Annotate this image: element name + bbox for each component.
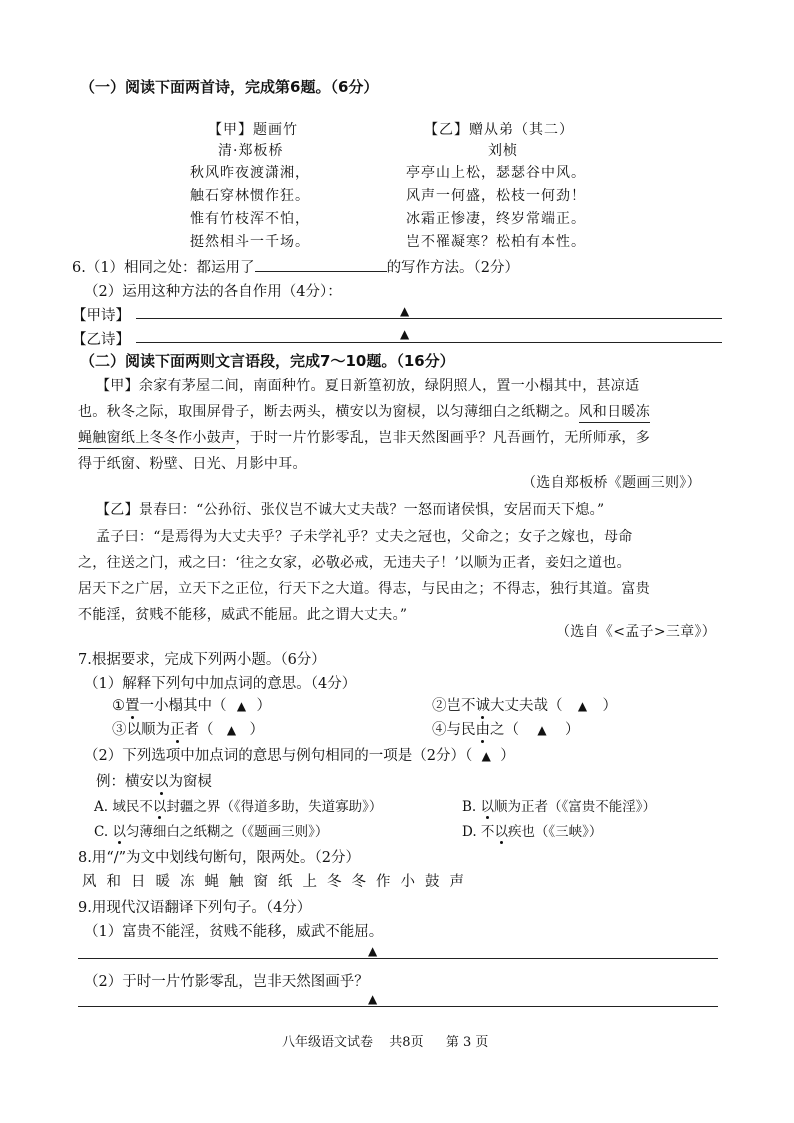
answer-marker: ▲ (577, 699, 588, 713)
option-text: D. 不 (462, 824, 495, 840)
item-text: ③以顺为 (112, 722, 170, 738)
q8-char: 冬 (327, 874, 342, 890)
q8-char: 风 (82, 874, 97, 890)
answer-marker: ▲ (537, 723, 547, 737)
dotted-word: 诚 (476, 694, 491, 715)
q6-part1-suffix: 的写作方法。（2分） (386, 260, 520, 276)
answer-marker: ▲ (236, 699, 247, 713)
passage-b-line: 孟子曰：“是焉得为大丈夫乎？子未学礼乎？丈夫之冠也，父命之；女子之嫁也，母命 (96, 529, 633, 545)
dotted-word: 由 (476, 718, 491, 739)
poem-b-title: 【乙】赠从弟（其二） (424, 122, 574, 138)
dotted-word: 以 (153, 795, 167, 815)
item-text: ） (602, 698, 617, 714)
passage-a-line (78, 428, 650, 449)
q7-sub1: （1）解释下列句中加点词的意思。（4分） (84, 676, 357, 692)
option-text: 疾也（《三峡》） (507, 824, 603, 840)
option-text: 封疆之界（《得道多助，失道寡助》） (166, 799, 383, 815)
poem-b-line: 岂不罹凝寒？松柏有本性。 (406, 234, 586, 250)
q9-title: 9.用现代汉语翻译下列句子。（4分） (78, 900, 312, 916)
q8-char: 日 (131, 874, 146, 890)
answer-marker: ▲ (481, 749, 491, 763)
poem-a-line: 惟有竹枝浑不怕， (190, 211, 310, 227)
q9-sentence-1: （1）富贵不能淫，贫贱不能移，威武不能屈。 (84, 924, 384, 940)
passage-b-line: 不能淫，贫贱不能移，威武不能屈。此之谓大丈夫。” (78, 607, 408, 623)
poem-b-line: 冰霜正惨凄，终岁常端正。 (406, 211, 586, 227)
q6-part2: （2）运用这种方法的各自作用（4分）： (84, 284, 342, 300)
dotted-word: 以 (481, 795, 495, 815)
answer-marker: ▲ (368, 944, 378, 958)
answer-marker: ▲ (226, 723, 237, 737)
poem-a-author: 清·郑板桥 (218, 143, 284, 159)
footer-page: 第 3 页 (445, 1035, 489, 1050)
q7-sub2-close: ） (500, 748, 515, 764)
q7-option-d[interactable] (462, 820, 602, 840)
section-2-header: （二）阅读下面两则文言语段，完成7～10题。（16分） (80, 352, 455, 370)
footer (282, 1031, 488, 1050)
footer-total: 共8页 (389, 1035, 424, 1050)
q7-sub2[interactable] (84, 744, 515, 765)
q6-part1 (72, 256, 519, 277)
passage-a-text: 也。秋冬之际，取围屏骨子，断去两头，横安以为窗棂，以匀薄细白之纸糊之。 (78, 404, 579, 420)
example-text: 为窗棂 (168, 774, 212, 790)
q7-item-1[interactable] (112, 694, 271, 715)
q6-blank[interactable] (255, 257, 387, 272)
passage-a-source: （选自郑板桥《题画三则》） (522, 475, 701, 491)
example-text: 例：横安 (96, 774, 154, 790)
option-text: B. (462, 799, 481, 815)
option-text: A. 域民不 (94, 799, 153, 815)
underlined-sentence: 蝇触窗纸上冬冬作小鼓声 (78, 428, 235, 449)
dotted-word: 以 (494, 820, 508, 840)
q7-option-b[interactable] (462, 795, 656, 815)
dotted-word: 以 (154, 770, 169, 791)
q8-char: 声 (449, 874, 464, 890)
q9-sentence-2: （2）于时一片竹影零乱，岂非天然图画乎？ (84, 974, 369, 990)
item-text: ④与民 (432, 722, 476, 738)
option-text: 顺为正者（《富贵不能淫》） (494, 799, 657, 815)
q6-label-b: 【乙诗】 (72, 332, 130, 348)
q8-char: 触 (229, 874, 244, 890)
option-text: 匀薄细白之纸糊之（《题画三则》） (125, 824, 329, 840)
q7-item-3[interactable] (112, 718, 264, 739)
passage-b-line: 居天下之广居，立天下之正位，行天下之大道。得志，与民由之；不得志，独行其道。富贵 (78, 581, 650, 597)
q8-title: 8.用“/”为文中划线句断句，限两处。（2分） (78, 850, 361, 866)
item-text: ） (256, 698, 271, 714)
underlined-sentence: 风和日暖冻 (579, 402, 651, 423)
passage-a-text: ，于时一片竹影零乱，岂非天然图画乎？凡吾画竹，无所师承，多 (235, 430, 651, 446)
item-text: ） (249, 722, 264, 738)
q8-char: 和 (106, 874, 121, 890)
item-text: 一小榻其中（ (139, 698, 227, 714)
option-text: C. (94, 824, 113, 840)
q7-option-a[interactable] (94, 795, 382, 815)
q8-char: 小 (400, 874, 415, 890)
poem-a-title: 【甲】题画竹 (208, 122, 298, 138)
item-text: 大丈夫哉（ (490, 698, 563, 714)
passage-a-line (78, 402, 650, 423)
q8-char: 鼓 (425, 874, 440, 890)
footer-subject: 八年级语文试卷 (282, 1035, 374, 1050)
q8-char: 冻 (180, 874, 195, 890)
q8-char: 窗 (253, 874, 268, 890)
passage-b-line: 之，往送之门，戒之曰：‘往之女家，必敬必戒，无违夫子！’以顺为正者，妾妇之道也。 (78, 555, 631, 571)
q8-char: 纸 (278, 874, 293, 890)
answer-marker: ▲ (368, 992, 378, 1006)
poem-a-line: 触石穿林惯作狂。 (190, 188, 310, 204)
q8-char: 蝇 (204, 874, 219, 890)
q8-sentence[interactable] (82, 870, 474, 891)
passage-b-line: 【乙】景春曰：“公孙衍、张仪岂不诚大丈夫哉？一怒而诸侯惧，安居而天下熄。” (96, 502, 605, 518)
dotted-word: 以 (112, 820, 126, 840)
q8-char: 作 (376, 874, 391, 890)
dotted-word: 置 (125, 694, 140, 715)
poem-b-line: 亭亭山上松，瑟瑟谷中风。 (406, 165, 586, 181)
poem-b-line: 风声一何盛，松枝一何劲！ (406, 188, 586, 204)
q7-item-2[interactable] (432, 694, 617, 715)
item-text: ②岂不 (432, 698, 476, 714)
q8-char: 上 (302, 874, 317, 890)
answer-marker: ▲ (400, 327, 410, 341)
q6-answer-line-a[interactable] (136, 318, 722, 319)
poem-a-line: 挺然相斗一千场。 (190, 234, 310, 250)
q9-answer-line-2[interactable] (78, 1006, 718, 1007)
passage-a-line: 得于纸窗、粉壁、日光、月影中耳。 (78, 456, 307, 472)
dotted-word: 正 (170, 718, 185, 739)
section-1-header: （一）阅读下面两首诗，完成第6题。（6分） (80, 78, 379, 96)
q7-sub2-text: （2）下列选项中加点词的意思与例句相同的一项是（2分）（ (84, 748, 473, 764)
passage-a-line: 【甲】余家有茅屋二间，南面种竹。夏日新篁初放，绿阴照人，置一小榻其中，甚凉适 (96, 378, 640, 394)
q6-answer-line-b[interactable] (136, 342, 722, 343)
poem-a-line: 秋风昨夜渡潇湘， (190, 165, 310, 181)
item-text: 之（ (490, 722, 519, 738)
item-text: ① (112, 698, 125, 714)
q7-example (96, 770, 212, 791)
q6-label-a: 【甲诗】 (72, 308, 130, 324)
item-text: ） (565, 722, 580, 738)
item-text: 者（ (184, 722, 214, 738)
passage-b-source: （选自《<孟子>三章》） (556, 624, 717, 640)
answer-marker: ▲ (400, 304, 410, 318)
q7-item-4[interactable] (432, 718, 580, 739)
q6-part1-prefix: 6.（1）相同之处：都运用了 (72, 260, 255, 276)
q7-option-c[interactable] (94, 820, 328, 840)
q8-char: 暖 (155, 874, 170, 890)
q9-answer-line-1[interactable] (78, 958, 718, 959)
poem-b-author: 刘桢 (488, 143, 518, 159)
q7-title: 7.根据要求，完成下列两小题。（6分） (78, 652, 326, 668)
q8-char: 冬 (351, 874, 366, 890)
